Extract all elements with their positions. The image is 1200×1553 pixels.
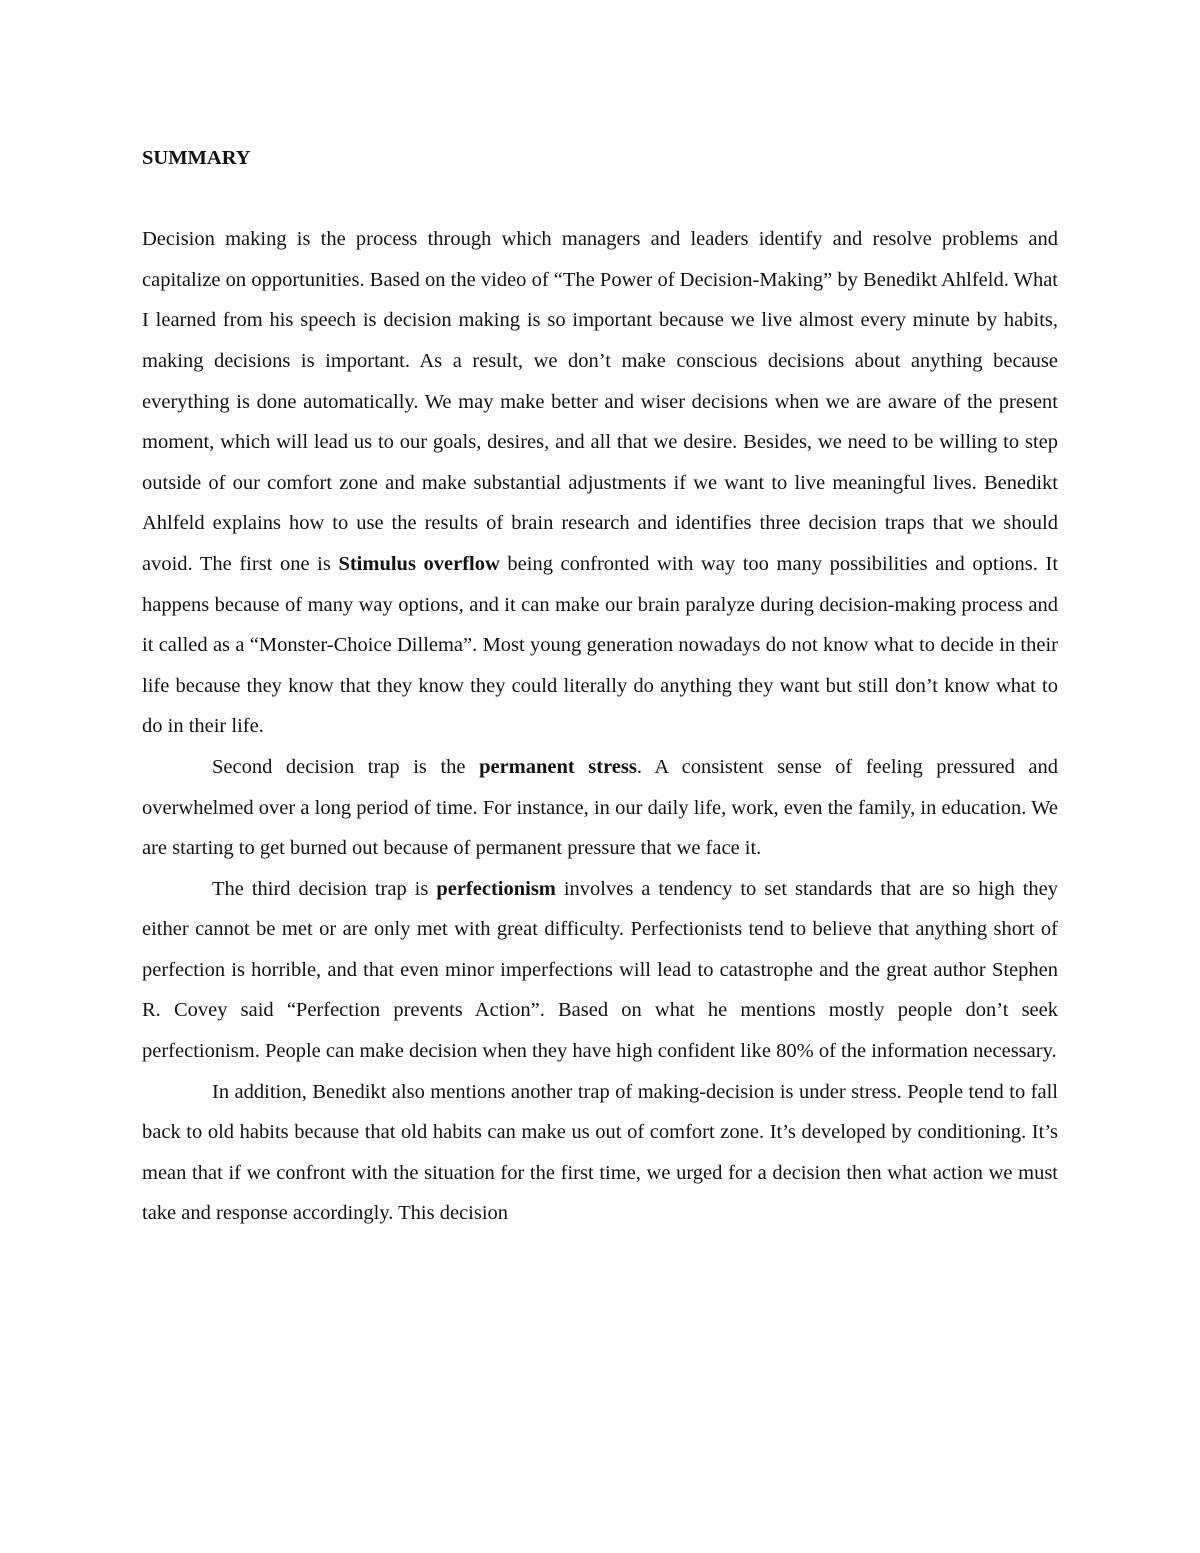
paragraph-perfectionism-text-a: The third decision trap is: [212, 877, 437, 900]
term-permanent-stress: permanent stress: [479, 755, 637, 778]
paragraph-perfectionism: [142, 869, 1058, 1072]
term-stimulus-overflow: Stimulus overflow: [338, 552, 500, 575]
term-perfectionism: perfectionism: [436, 877, 556, 900]
page-title: SUMMARY: [142, 147, 251, 169]
paragraph-stress-text-a: Second decision trap is the: [212, 755, 480, 778]
paragraph-intro-text-a: Decision making is the process through which managers and leaders identify and resolve problems and capitalize on opportunities. Based on the video of “The Power of Decision-Making” by Benedikt Ahlfeld. What I learned from his speech is decision making is so important because we live almost every minute by habits, making decisions is important. As a result, we don’t make conscious decisions about anything because everything is done automatically. We may make better and wiser decisions when we are aware of the present moment, which will lead us to our goals, desires, and all that we desire. Besides, we need to be willing to step outside of our comfort zone and make substantial adjustments if we want to live meaningful lives. Benedikt Ahlfeld explains how to use the results of brain research and identifies three decision traps that we should avoid. The first one is: [142, 228, 1058, 575]
paragraph-perfectionism-text-c: involves a tendency to set standards that are so high they either cannot be met or are only met with great difficulty. Perfectionists tend to believe that anything short of perfection is horrible, and that even minor imperfections will lead to catastrophe and the great author Stephen R. Covey said “Perfection prevents Action”. Based on what he mentions mostly people don’t seek perfectionism. People can make decision when they have high confident like 80% of the information necessary.: [142, 877, 1059, 1063]
document-body: [142, 138, 1058, 1234]
paragraph-intro: [142, 219, 1058, 747]
paragraph-under-stress: [142, 1072, 1058, 1234]
paragraph-under-stress-text: In addition, Benedikt also mentions another trap of making-decision is under stress. People tend to fall back to old habits because that old habits can make us out of comfort zone. It’s developed by conditioning. It’s mean that if we confront with the situation for the first time, we urged for a decision then what action we must take and response accordingly. This decision: [142, 1080, 1058, 1225]
paragraph-intro-text-c: being confronted with way too many possibilities and options. It happens because of many way options, and it can make our brain paralyze during decision-making process and it called as a “Monster-Choice Dillema”. Most young generation nowadays do not know what to decide in their life because they know that they know they could literally do anything they want but still don’t know what to do in their life.: [142, 552, 1059, 738]
paragraph-permanent-stress: [142, 747, 1058, 869]
blank-line: [142, 179, 1058, 220]
paragraph-stress-text-c: . A consistent sense of feeling pressured and overwhelmed over a long period of time. For instance, in our daily life, work, even the family, in education. We are starting to get burned out because of permanent pressure that we face it.: [142, 755, 1058, 860]
